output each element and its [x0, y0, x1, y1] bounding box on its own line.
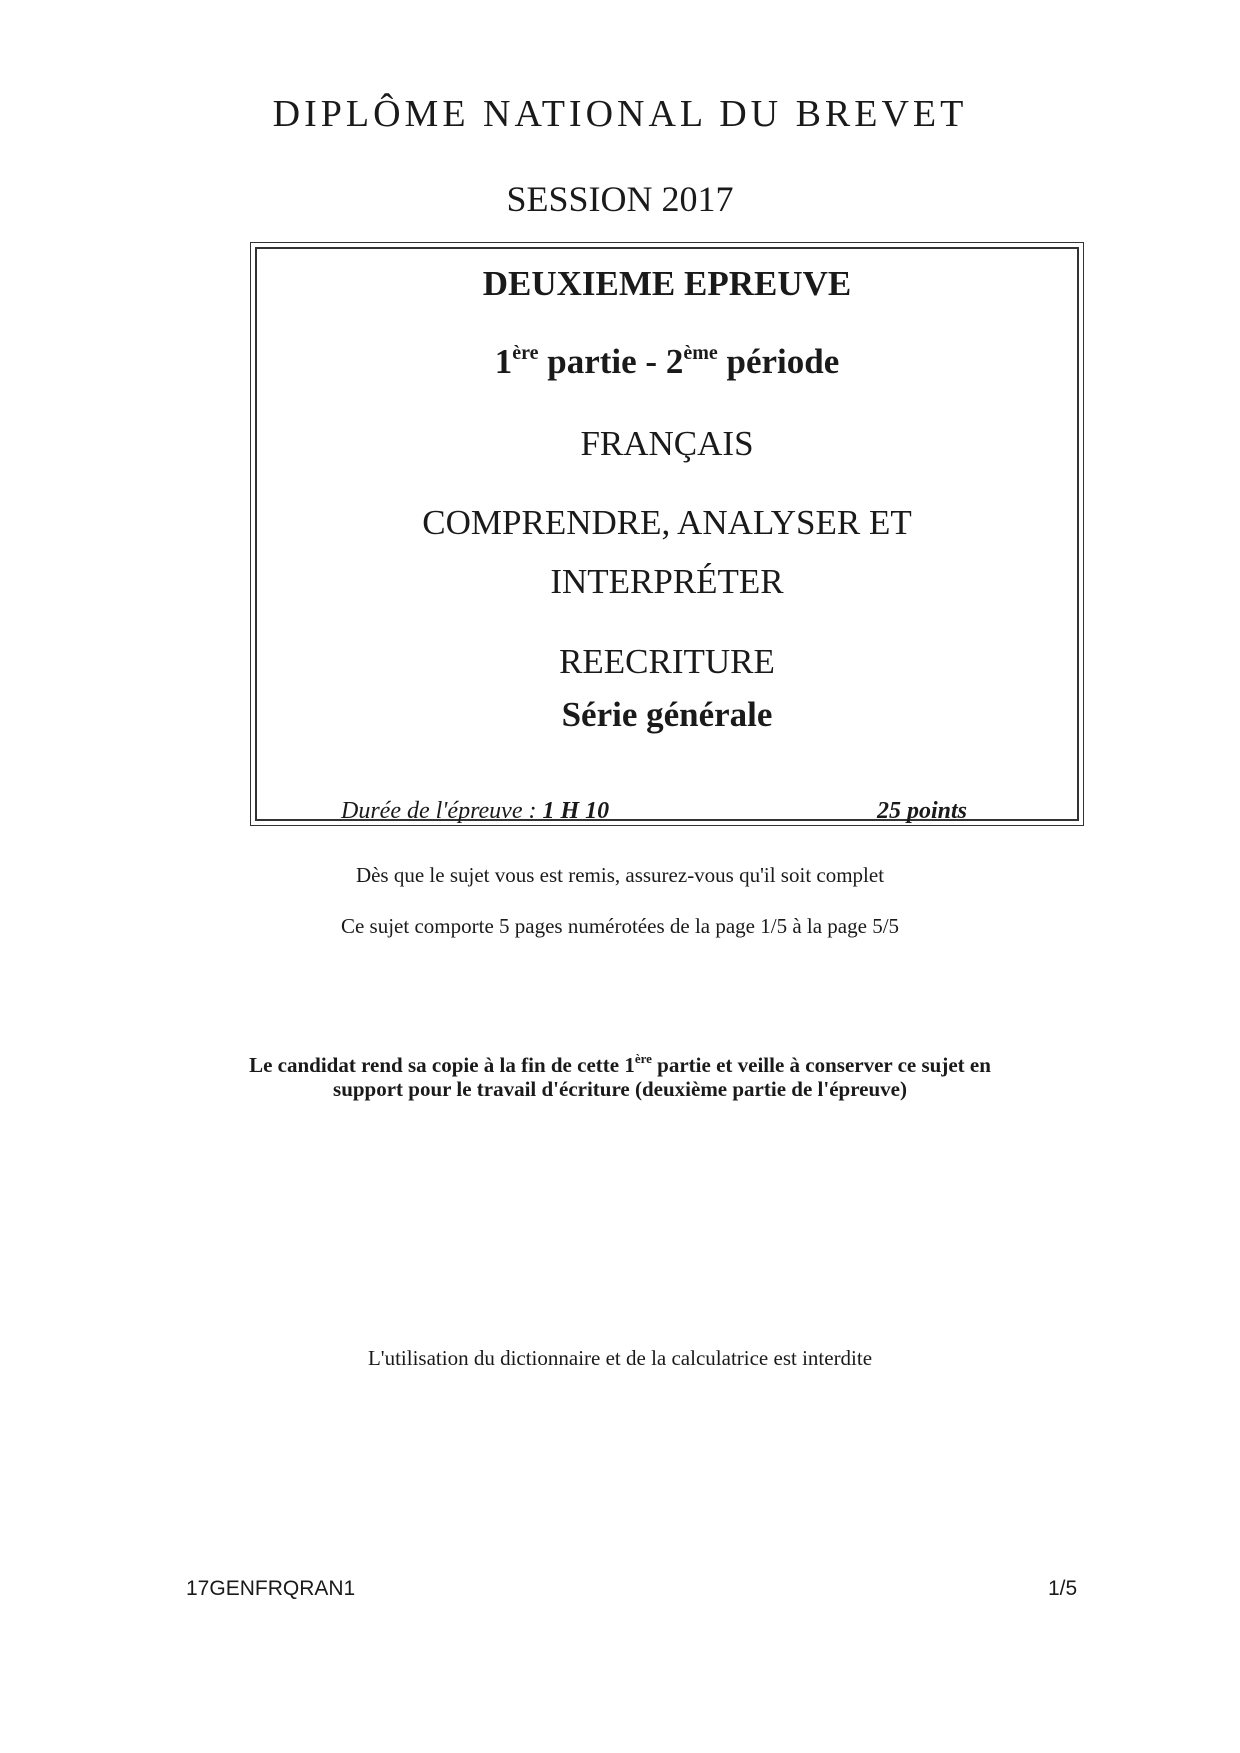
- subject-code: 17GENFRQRAN1: [186, 1577, 356, 1600]
- duree-label: Durée de l'épreuve :: [341, 798, 543, 824]
- session-year: SESSION 2017: [506, 179, 734, 219]
- serie-label: Série générale: [561, 695, 773, 734]
- subject-name: FRANÇAIS: [580, 424, 754, 463]
- page-number: 1/5: [1048, 1577, 1078, 1600]
- reecriture-label: REECRITURE: [559, 642, 775, 681]
- comprendre-line-2: INTERPRÉTER: [550, 562, 784, 601]
- duree-epreuve: [341, 798, 609, 825]
- partie-word: partie -: [538, 342, 666, 381]
- epreuve-title: DEUXIEME EPREUVE: [482, 264, 852, 303]
- instruction-pages: Ce sujet comporte 5 pages numérotées de la page 1/5 à la page 5/5: [340, 914, 900, 938]
- duree-value: 1 H 10: [542, 798, 610, 824]
- instruction-complet: Dès que le sujet vous est remis, assurez-vous qu'il soit complet: [355, 863, 885, 887]
- partie-periode: [257, 342, 1077, 382]
- interdiction-notice: L'utilisation du dictionnaire et de la calculatrice est interdite: [367, 1346, 873, 1370]
- exam-title: DIPLÔME NATIONAL DU BREVET: [272, 93, 968, 135]
- exam-info-box-inner: [255, 247, 1079, 824]
- partie-suffix: ère: [512, 342, 539, 364]
- periode-number: 2: [665, 342, 684, 381]
- periode-suffix: ème: [683, 342, 718, 364]
- periode-word: période: [717, 342, 840, 381]
- points-total: 25 points: [876, 798, 967, 824]
- candidat-line1-sup: ère: [634, 1051, 652, 1066]
- candidat-instruction-line-2: support pour le travail d'écriture (deuxième partie de l'épreuve): [333, 1077, 907, 1101]
- comprendre-line-1: COMPRENDRE, ANALYSER ET: [422, 503, 912, 542]
- candidat-line1-end: partie et veille à conserver ce sujet en: [651, 1053, 991, 1077]
- partie-number: 1: [494, 342, 513, 381]
- exam-info-box: [250, 242, 1084, 826]
- candidat-line1-start: Le candidat rend sa copie à la fin de cette 1: [249, 1053, 635, 1077]
